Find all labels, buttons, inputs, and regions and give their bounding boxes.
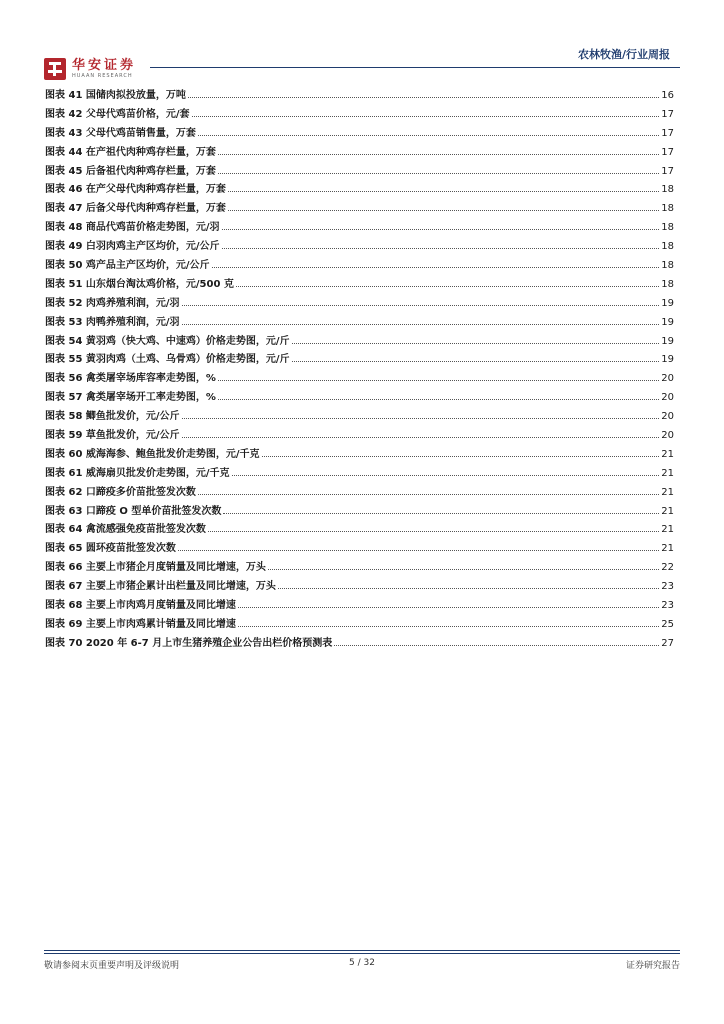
toc-entry-label: 图表 54 黄羽鸡（快大鸡、中速鸡）价格走势图，元/斤: [45, 335, 290, 347]
toc-entry-page: 17: [661, 146, 674, 158]
toc-entry-label: 图表 42 父母代鸡苗价格，元/套: [45, 108, 190, 120]
toc-entry-label: 图表 62 口蹄疫多价苗批签发次数: [45, 486, 196, 498]
logo-chinese-name: 华安证券: [72, 57, 137, 73]
toc-leader-dots: [198, 494, 659, 495]
toc-entry-label: 图表 68 主要上市肉鸡月度销量及同比增速: [45, 600, 236, 612]
toc-entry[interactable]: [45, 467, 674, 486]
toc-entry-page: 20: [661, 430, 674, 442]
toc-entry[interactable]: [45, 410, 674, 429]
toc-entry-page: 21: [661, 524, 674, 536]
toc-leader-dots: [218, 380, 659, 381]
toc-entry-page: 21: [661, 448, 674, 460]
toc-entry-page: 19: [661, 316, 674, 328]
disclaimer-note: 敬请参阅末页重要声明及评级说明: [44, 961, 180, 971]
toc-entry-page: 17: [661, 127, 674, 139]
company-logo: [44, 58, 136, 80]
toc-entry-label: 图表 61 威海扇贝批发价走势图，元/千克: [45, 467, 230, 479]
toc-entry-page: 18: [661, 184, 674, 196]
toc-entry-page: 21: [661, 486, 674, 498]
toc-entry[interactable]: [45, 505, 674, 524]
toc-leader-dots: [198, 135, 659, 136]
toc-entry-page: 17: [661, 165, 674, 177]
toc-entry[interactable]: [45, 561, 674, 580]
toc-entry-page: 19: [661, 297, 674, 309]
toc-entry[interactable]: [45, 637, 674, 656]
toc-entry-page: 20: [661, 411, 674, 423]
toc-entry-label: 图表 66 主要上市猪企月度销量及同比增速，万头: [45, 562, 266, 574]
toc-entry[interactable]: [45, 618, 674, 637]
toc-leader-dots: [218, 399, 659, 400]
page-number: 5 / 32: [349, 958, 375, 968]
toc-entry-label: 图表 63 口蹄疫 O 型单价苗批签发次数: [45, 505, 222, 517]
toc-entry[interactable]: [45, 316, 674, 335]
toc-entry[interactable]: [45, 297, 674, 316]
toc-entry-label: 图表 55 黄羽肉鸡（土鸡、乌骨鸡）价格走势图，元/斤: [45, 354, 290, 366]
toc-leader-dots: [238, 607, 659, 608]
toc-entry[interactable]: [45, 372, 674, 391]
toc-entry-label: 图表 45 后备祖代肉种鸡存栏量，万套: [45, 165, 216, 177]
toc-leader-dots: [222, 229, 660, 230]
toc-leader-dots: [292, 361, 660, 362]
toc-leader-dots: [232, 475, 660, 476]
toc-leader-dots: [212, 267, 660, 268]
toc-leader-dots: [228, 191, 659, 192]
toc-entry-label: 图表 44 在产祖代肉种鸡存栏量，万套: [45, 146, 216, 158]
toc-leader-dots: [236, 286, 659, 287]
toc-entry-page: 20: [661, 392, 674, 404]
toc-entry[interactable]: [45, 523, 674, 542]
toc-entry-page: 17: [661, 108, 674, 120]
toc-entry-page: 22: [661, 562, 674, 574]
footer-divider-secondary: [44, 953, 680, 954]
report-type: 农林牧渔/行业周报: [577, 48, 670, 61]
page-header: [0, 0, 724, 90]
toc-entry[interactable]: [45, 486, 674, 505]
toc-leader-dots: [334, 645, 659, 646]
toc-entry-page: 19: [661, 335, 674, 347]
toc-entry[interactable]: [45, 448, 674, 467]
toc-leader-dots: [262, 456, 660, 457]
toc-leader-dots: [268, 569, 659, 570]
toc-entry[interactable]: [45, 240, 674, 259]
toc-entry[interactable]: [45, 221, 674, 240]
toc-entry-label: 图表 69 主要上市肉鸡累计销量及同比增速: [45, 618, 236, 630]
logo-seal-icon: [44, 58, 66, 80]
toc-entry[interactable]: [45, 183, 674, 202]
toc-entry-label: 图表 48 商品代鸡苗价格走势图，元/羽: [45, 222, 220, 234]
toc-entry[interactable]: [45, 542, 674, 561]
toc-entry-label: 图表 60 威海海参、鲍鱼批发价走势图，元/千克: [45, 448, 260, 460]
toc-entry-label: 图表 53 肉鸭养殖利润，元/羽: [45, 316, 180, 328]
toc-entry[interactable]: [45, 353, 674, 372]
toc-leader-dots: [278, 588, 659, 589]
toc-entry-label: 图表 46 在产父母代肉种鸡存栏量，万套: [45, 184, 226, 196]
toc-leader-dots: [228, 210, 659, 211]
toc-entry-label: 图表 50 鸡产品主产区均价，元/公斤: [45, 260, 210, 272]
toc-entry-page: 21: [661, 543, 674, 555]
toc-entry-label: 图表 67 主要上市猪企累计出栏量及同比增速，万头: [45, 581, 276, 593]
toc-entry-label: 图表 64 禽流感强免疫苗批签发次数: [45, 524, 206, 536]
toc-leader-dots: [223, 513, 659, 514]
toc-entry[interactable]: [45, 278, 674, 297]
toc-leader-dots: [188, 97, 659, 98]
footer-divider: [44, 950, 680, 951]
toc-entry-page: 21: [661, 505, 674, 517]
toc-leader-dots: [222, 248, 660, 249]
toc-entry-label: 图表 59 草鱼批发价，元/公斤: [45, 430, 180, 442]
toc-entry-page: 27: [661, 637, 674, 649]
toc-entry-label: 图表 70 2020 年 6-7 月上市生猪养殖企业公告出栏价格预测表: [45, 637, 333, 649]
toc-leader-dots: [218, 173, 659, 174]
toc-entry-label: 图表 51 山东烟台淘汰鸡价格，元/500 克: [45, 278, 234, 290]
toc-entry-page: 16: [661, 90, 674, 101]
toc-leader-dots: [182, 324, 660, 325]
toc-entry-label: 图表 49 白羽肉鸡主产区均价，元/公斤: [45, 241, 220, 253]
toc-entry-page: 19: [661, 354, 674, 366]
toc-entry-page: 23: [661, 600, 674, 612]
toc-entry[interactable]: [45, 580, 674, 599]
toc-entry[interactable]: [45, 108, 674, 127]
toc-entry[interactable]: [45, 165, 674, 184]
toc-leader-dots: [182, 437, 660, 438]
toc-entry-page: 18: [661, 260, 674, 272]
toc-entry-page: 18: [661, 241, 674, 253]
toc-entry-page: 25: [661, 618, 674, 630]
toc-leader-dots: [182, 305, 660, 306]
table-of-figures: [45, 89, 674, 656]
toc-entry-page: 18: [661, 203, 674, 215]
toc-entry-label: 图表 58 鲫鱼批发价，元/公斤: [45, 411, 180, 423]
toc-entry[interactable]: [45, 89, 674, 108]
toc-entry[interactable]: [45, 335, 674, 354]
toc-entry[interactable]: [45, 127, 674, 146]
logo-english-name: HUAAN RESEARCH: [72, 72, 133, 79]
toc-entry-page: 23: [661, 581, 674, 593]
toc-entry-label: 图表 47 后备父母代肉种鸡存栏量，万套: [45, 203, 226, 215]
toc-leader-dots: [292, 343, 660, 344]
toc-entry-label: 图表 52 肉鸡养殖利润，元/羽: [45, 297, 180, 309]
toc-leader-dots: [238, 626, 659, 627]
toc-leader-dots: [192, 116, 660, 117]
toc-entry[interactable]: [45, 429, 674, 448]
toc-entry-page: 18: [661, 278, 674, 290]
toc-entry[interactable]: [45, 599, 674, 618]
toc-entry-label: 图表 41 国储肉拟投放量，万吨: [45, 90, 186, 101]
toc-entry[interactable]: [45, 259, 674, 278]
toc-entry-label: 图表 65 圆环疫苗批签发次数: [45, 543, 176, 555]
toc-entry-page: 20: [661, 373, 674, 385]
report-category: 证券研究报告: [625, 961, 680, 971]
toc-entry-page: 21: [661, 467, 674, 479]
toc-entry-label: 图表 56 禽类屠宰场库容率走势图，%: [45, 373, 216, 385]
toc-entry[interactable]: [45, 391, 674, 410]
toc-leader-dots: [182, 418, 660, 419]
header-divider: [150, 67, 680, 68]
toc-entry[interactable]: [45, 202, 674, 221]
toc-entry-label: 图表 43 父母代鸡苗销售量，万套: [45, 127, 196, 139]
toc-leader-dots: [178, 550, 659, 551]
toc-leader-dots: [208, 531, 659, 532]
toc-entry-page: 18: [661, 222, 674, 234]
toc-entry-label: 图表 57 禽类屠宰场开工率走势图，%: [45, 392, 216, 404]
toc-leader-dots: [218, 154, 659, 155]
toc-entry[interactable]: [45, 146, 674, 165]
page-footer: [44, 958, 680, 972]
